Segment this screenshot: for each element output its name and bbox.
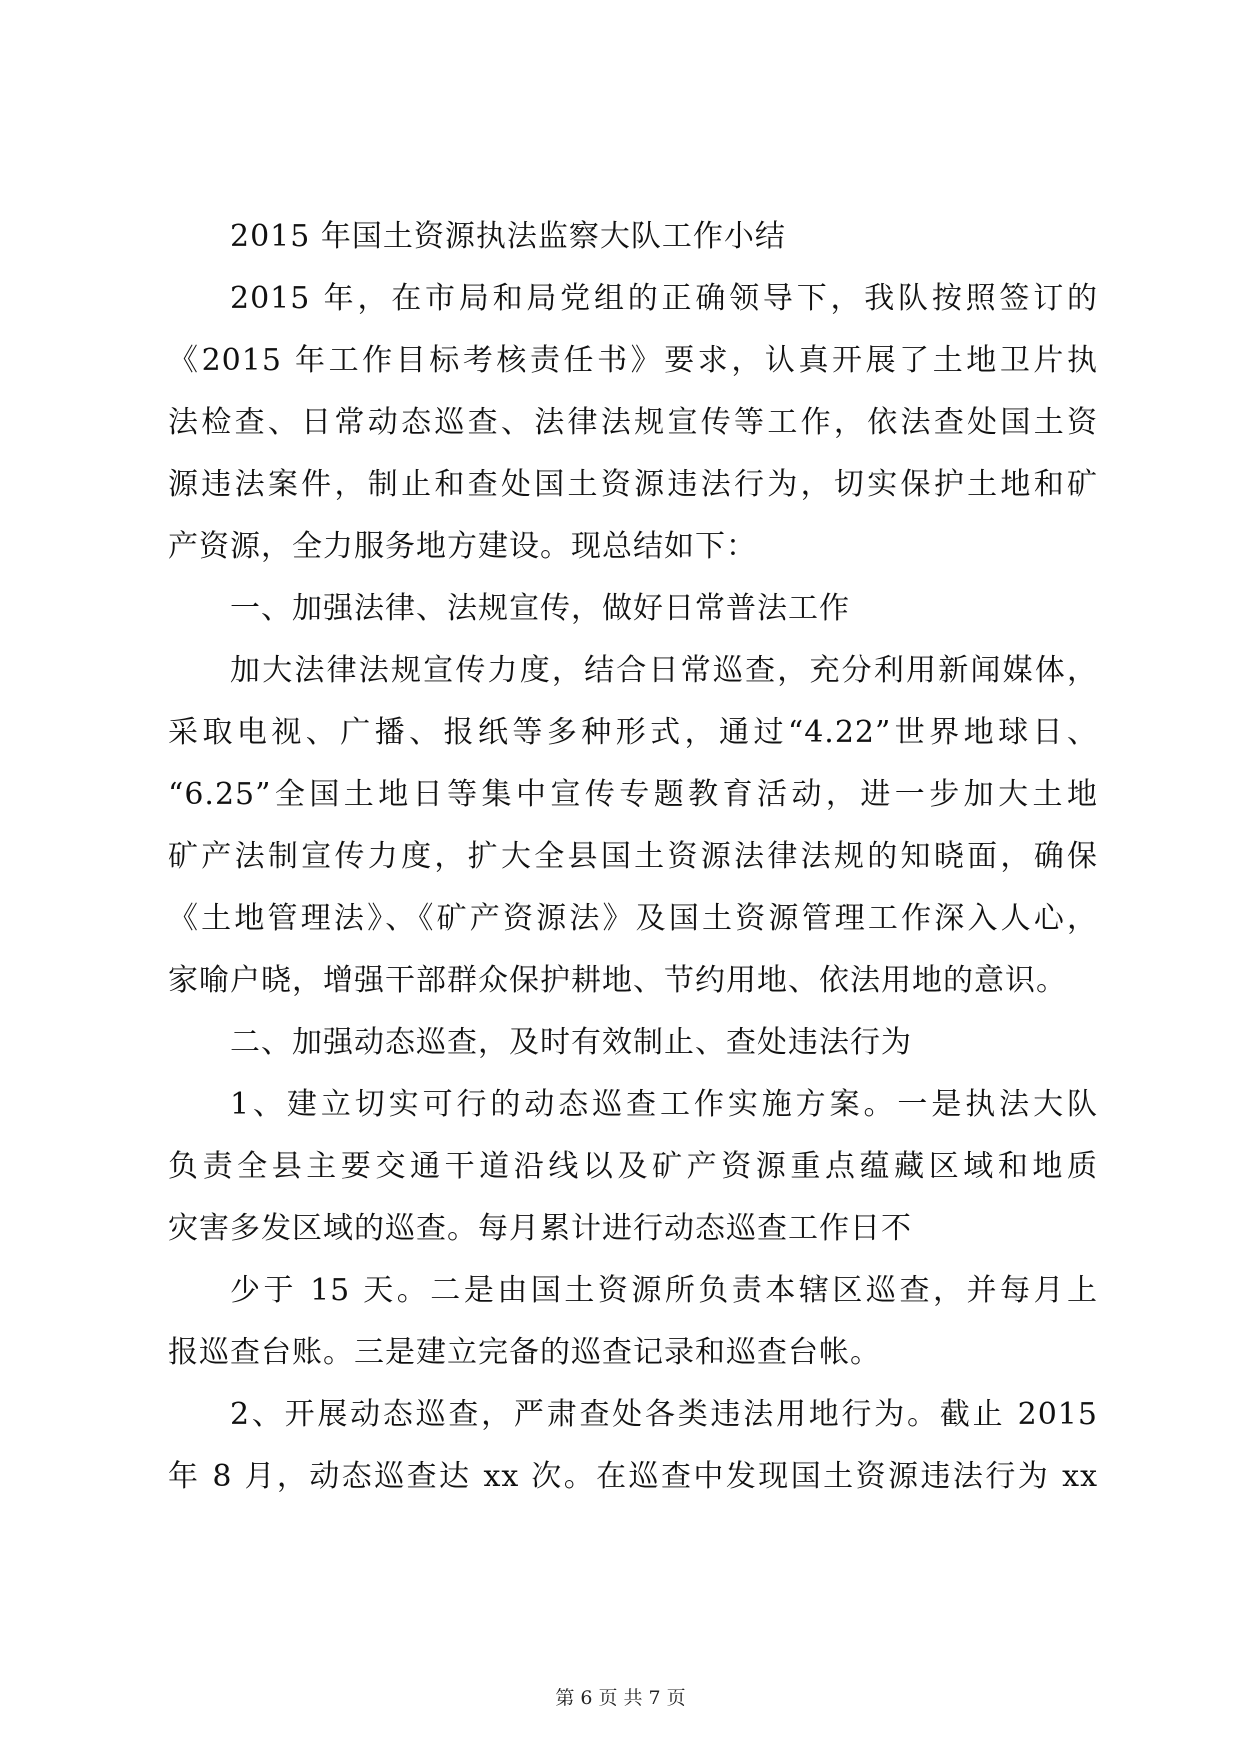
paragraph-line: 负责全县主要交通干道沿线以及矿产资源重点蕴藏区域和地质 — [168, 1149, 1098, 1184]
paragraph-line: “6.25”全国土地日等集中宣传专题教育活动，进一步加大土地 — [168, 777, 1098, 812]
paragraph-line: 《土地管理法》、《矿产资源法》及国土资源管理工作深入人心， — [168, 901, 1098, 936]
paragraph-line: 报巡查台账。三是建立完备的巡查记录和巡查台帐。 — [168, 1335, 881, 1370]
paragraph-line: 源违法案件，制止和查处国土资源违法行为，切实保护土地和矿 — [168, 467, 1098, 502]
paragraph-line: 2、开展动态巡查，严肃查处各类违法用地行为。截止 2015 — [230, 1397, 1098, 1432]
paragraph-line: 年 8 月，动态巡查达 xx 次。在巡查中发现国土资源违法行为 xx — [168, 1459, 1098, 1494]
paragraph-line: 少于 15 天。二是由国土资源所负责本辖区巡查，并每月上 — [230, 1273, 1098, 1308]
paragraph-line: 灾害多发区域的巡查。每月累计进行动态巡查工作日不 — [168, 1211, 912, 1246]
page-number-footer: 第 6 页 共 7 页 — [555, 1687, 686, 1709]
paragraph-line: 法检查、日常动态巡查、法律法规宣传等工作，依法查处国土资 — [168, 405, 1098, 440]
section-heading: 二、加强动态巡查，及时有效制止、查处违法行为 — [230, 1025, 912, 1060]
document-title: 2015 年国土资源执法监察大队工作小结 — [230, 219, 786, 254]
section-heading: 一、加强法律、法规宣传，做好日常普法工作 — [230, 591, 850, 626]
paragraph-line: 2015 年，在市局和局党组的正确领导下，我队按照签订的 — [230, 281, 1098, 316]
paragraph-line: 家喻户晓，增强干部群众保护耕地、节约用地、依法用地的意识。 — [168, 963, 1067, 998]
document-body — [168, 206, 1098, 1508]
paragraph-line: 矿产法制宣传力度，扩大全县国土资源法律法规的知晓面，确保 — [168, 839, 1098, 874]
paragraph-line: 1、建立切实可行的动态巡查工作实施方案。一是执法大队 — [230, 1087, 1098, 1122]
paragraph-line: 产资源，全力服务地方建设。现总结如下： — [168, 529, 757, 564]
paragraph-line: 《2015 年工作目标考核责任书》要求，认真开展了土地卫片执 — [168, 343, 1098, 378]
paragraph-line: 加大法律法规宣传力度，结合日常巡查，充分利用新闻媒体， — [230, 653, 1098, 688]
paragraph-line: 采取电视、广播、报纸等多种形式，通过“4.22”世界地球日、 — [168, 715, 1098, 750]
